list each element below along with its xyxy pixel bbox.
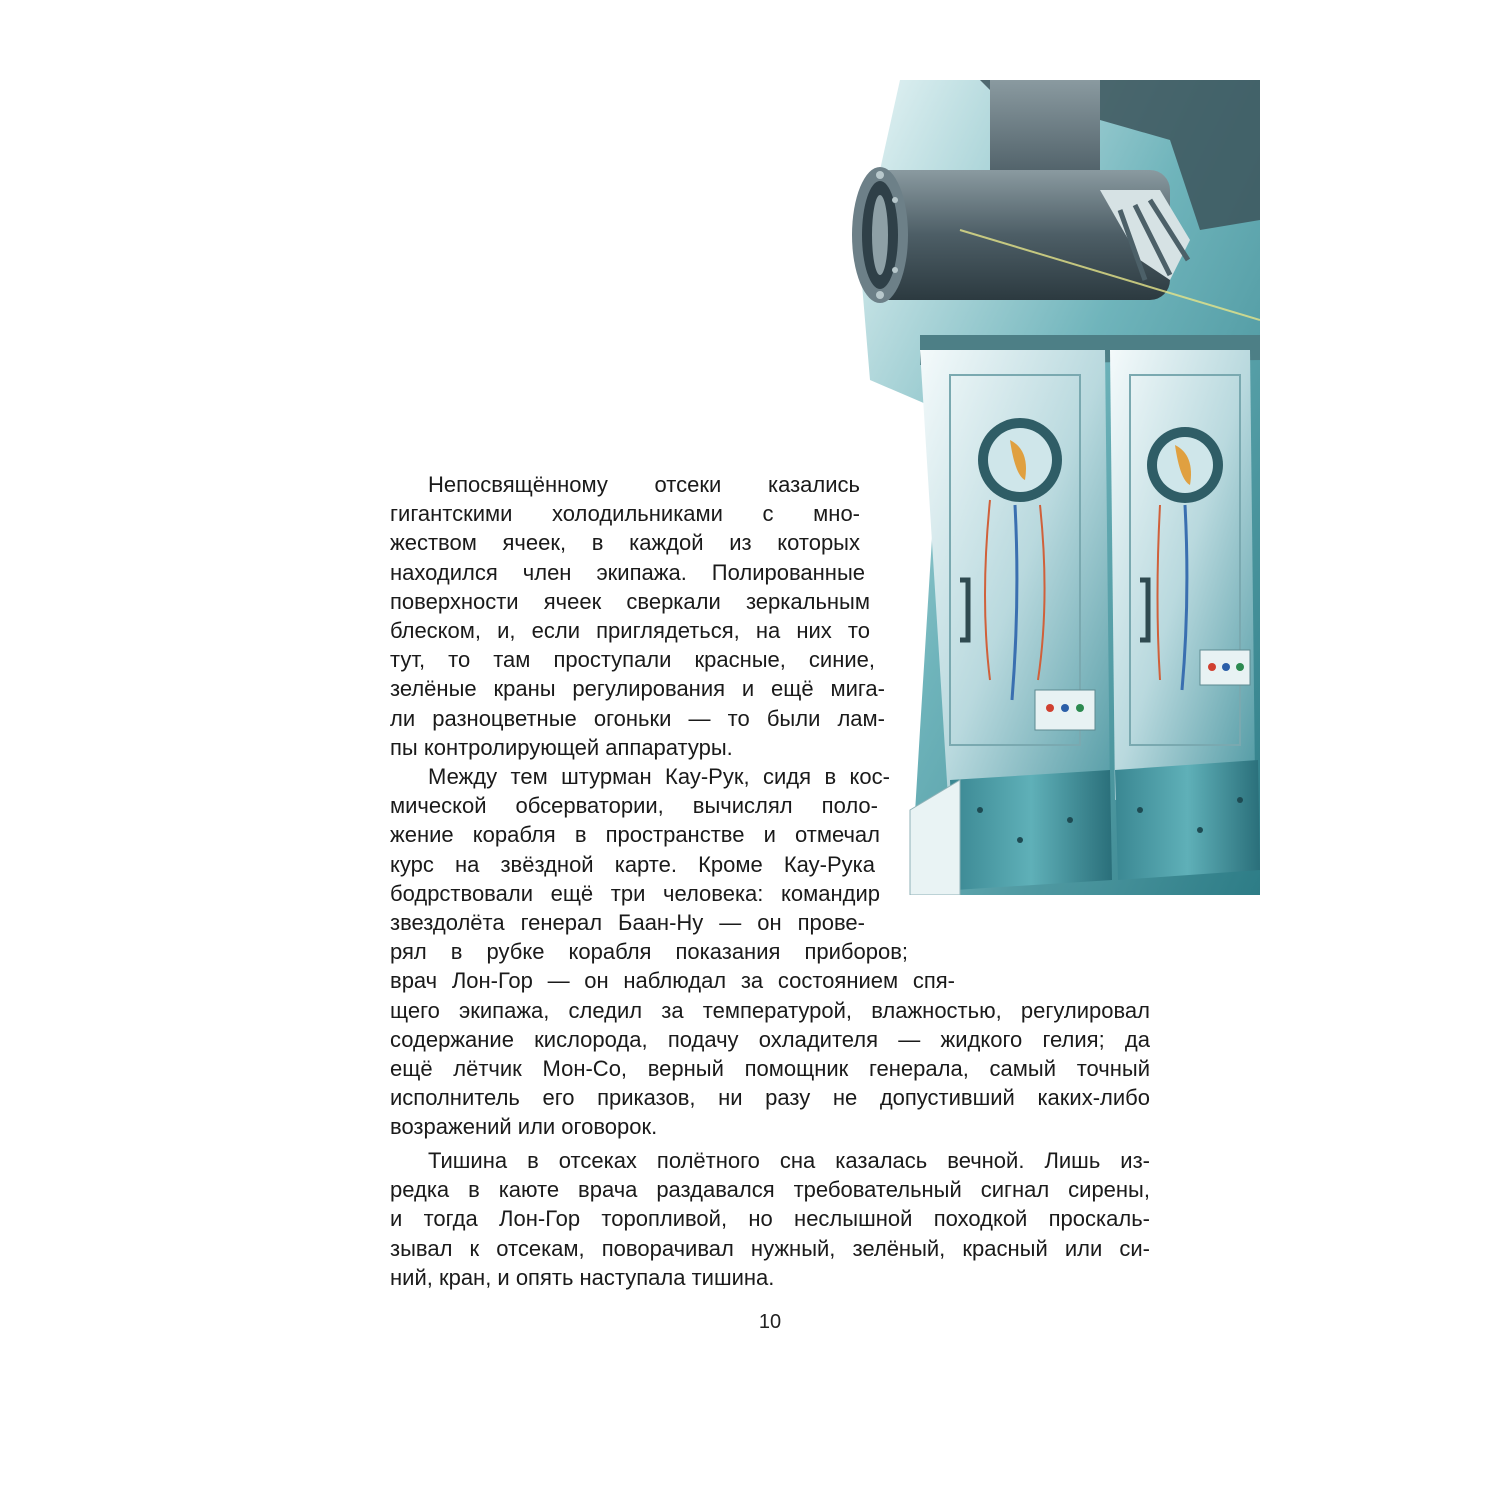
text-line: звездолёта генерал Баан-Ну — он прове- — [390, 909, 865, 935]
text-line: курс на звёздной карте. Кроме Кау-Рука — [390, 851, 875, 877]
text-line: врач Лон-Гор — он наблюдал за состоянием спя- — [390, 968, 955, 994]
paragraph-2 — [390, 762, 1150, 1141]
text-line: блеском, и, если приглядеться, на них то — [390, 617, 870, 643]
text-line: ещё лётчик Мон-Со, верный помощник генерала, самый точный — [390, 1055, 1150, 1081]
text-line: содержание кислорода, подачу охладителя — жидкого гелия; да — [390, 1026, 1150, 1052]
text-line: ли разноцветные огоньки — то были лам- — [390, 705, 885, 731]
text-line: рял в рубке корабля показания приборов; — [390, 939, 908, 965]
text-line: зелёные краны регулирования и ещё мига- — [390, 676, 885, 702]
text-line: гигантскими холодильниками с мно- — [390, 501, 860, 527]
text-line: щего экипажа, следил за температурой, влажностью, регулировал — [390, 997, 1150, 1023]
text-line: находился член экипажа. Полированные — [390, 559, 865, 585]
text-line: ний, кран, и опять наступала тишина. — [390, 1264, 775, 1290]
text-line: и тогда Лон-Гор торопливой, но неслышной походкой проскаль- — [390, 1206, 1150, 1232]
text-line: зывал к отсекам, поворачивал нужный, зелёный, красный или си- — [390, 1235, 1150, 1261]
text-line: возражений или оговорок. — [390, 1114, 658, 1140]
text-line: поверхности ячеек сверкали зеркальным — [390, 588, 870, 614]
text-line: пы контролирующей аппаратуры. — [390, 734, 733, 760]
text-line: тут, то там проступали красные, синие, — [390, 647, 875, 673]
text-line: редка в каюте врача раздавался требовательный сигнал сирены, — [390, 1177, 1150, 1203]
text-line: Тишина в отсеках полётного сна казалась вечной. Лишь из- — [428, 1148, 1150, 1173]
text-line: исполнитель его приказов, ни разу не допустивший каких-либо — [390, 1085, 1150, 1111]
paragraph-1 — [390, 470, 955, 762]
paragraph-3 — [390, 1146, 1150, 1292]
text-line: Между тем штурман Кау-Рук, сидя в кос- — [428, 764, 890, 789]
text-line: Непосвящённому отсеки казались — [428, 472, 860, 497]
compartment-panel-right — [1110, 350, 1260, 880]
text-line: мической обсерватории, вычислял поло- — [390, 793, 878, 819]
page-number: 10 — [758, 1311, 782, 1333]
text-line: жеством ячеек, в каждой из которых — [390, 530, 860, 556]
text-line: бодрствовали ещё три человека: командир — [390, 880, 880, 906]
text-line: жение корабля в пространстве и отмечал — [390, 822, 880, 848]
